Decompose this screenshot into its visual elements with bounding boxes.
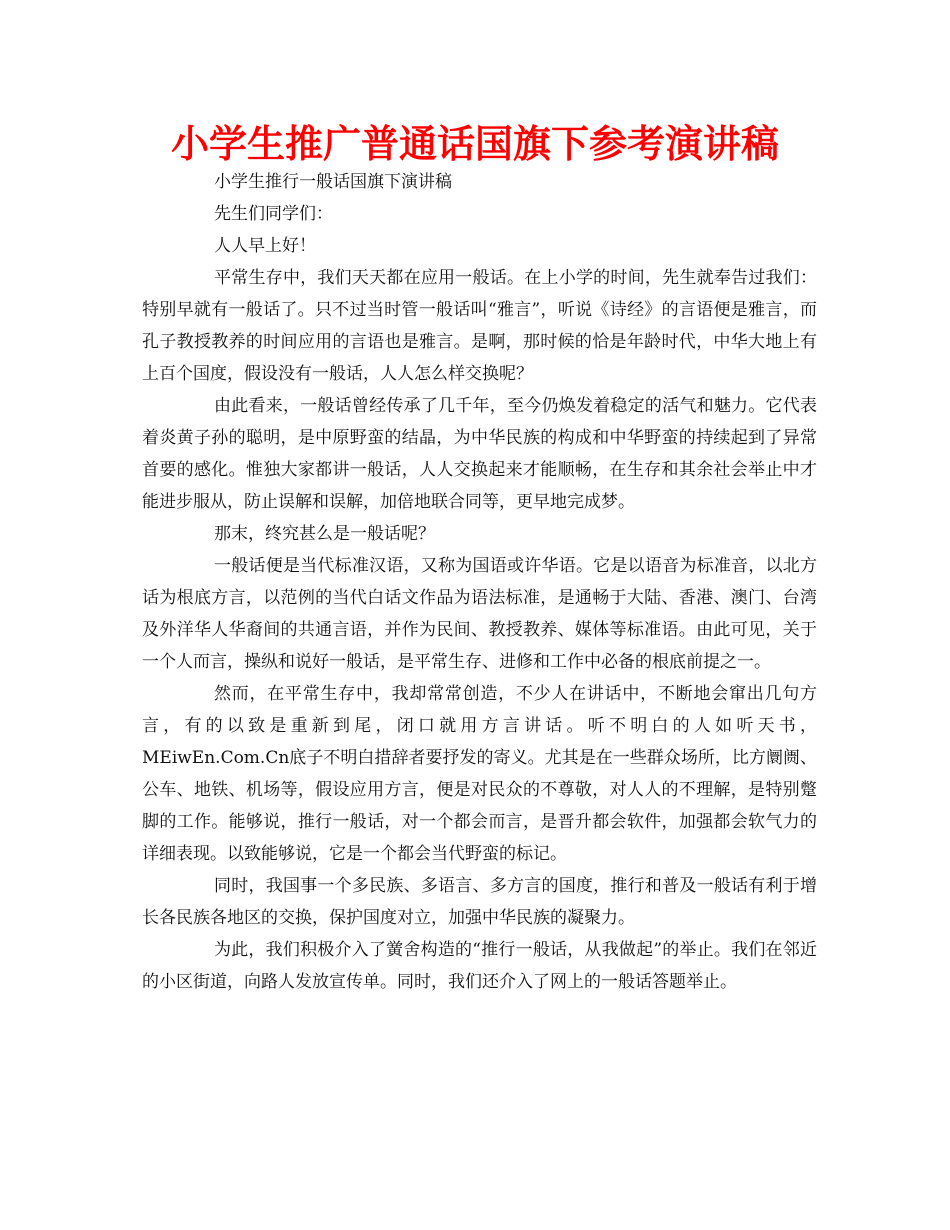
- body-paragraph: 同时，我国事一个多民族、多语言、多方言的国度，推行和普及一般话有利于增长各民族各地区的交换，保护国度对立，加强中华民族的凝聚力。: [142, 876, 817, 928]
- greeting-paragraph: 人人早上好！: [214, 236, 316, 256]
- document-body: [142, 166, 817, 998]
- body-paragraph: 一般话便是当代标准汉语，又称为国语或许华语。它是以语音为标准音，以北方话为根底方言，以范例的当代白话文作品为语法标准，是通畅于大陆、香港、澳门、台湾及外洋华人华裔间的共通言语，并作为民间、教授教养、媒体等标准语。由此可见，关于一个人而言，操纵和说好一般话，是平常生存、进修和工作中必备的根底前提之一。: [142, 556, 817, 672]
- body-paragraph: 为此，我们积极介入了黉舍构造的“推行一般话，从我做起”的举止。我们在邻近的小区街道，向路人发放宣传单。同时，我们还介入了网上的一般话答题举止。: [142, 940, 817, 992]
- body-paragraph: 由此看来，一般话曾经传承了几千年，至今仍焕发着稳定的活气和魅力。它代表着炎黄子孙的聪明，是中原野蛮的结晶，为中华民族的构成和中华野蛮的持续起到了异常首要的感化。惟独大家都讲一般话，人人交换起来才能顺畅，在生存和其余社会举止中才能进步服从，防止误解和误解，加倍地联合同等，更早地完成梦。: [142, 396, 817, 512]
- body-paragraph: 然而，在平常生存中，我却常常创造，不少人在讲话中，不断地会窜出几句方言，有的以致是重新到尾，闭口就用方言讲话。听不明白的人如听天书，MEiwEn.Com.Cn底子不明白措辞者要抒发的寄义。尤其是在一些群众场所，比方阛阓、公车、地铁、机场等，假设应用方言，便是对民众的不尊敬，对人人的不理解，是特别蹩脚的工作。能够说，推行一般话，对一个都会而言，是晋升都会软件，加强都会软气力的详细表现。以致能够说，它是一个都会当代野蛮的标记。: [142, 684, 817, 864]
- body-paragraph: 平常生存中，我们天天都在应用一般话。在上小学的时间，先生就奉告过我们：特别早就有一般话了。只不过当时管一般话叫“雅言”，听说《诗经》的言语便是雅言，而孔子教授教养的时间应用的言语也是雅言。是啊，那时候的恰是年龄时代，中华大地上有上百个国度，假设没有一般话，人人怎么样交换呢？: [142, 268, 817, 384]
- salutation-paragraph: 先生们同学们：: [214, 204, 333, 224]
- body-paragraph: 那末，终究甚么是一般话呢？: [214, 524, 435, 544]
- document-title: 小学生推广普通话国旗下参考演讲稿: [170, 122, 779, 166]
- subtitle-paragraph: 小学生推行一般话国旗下演讲稿: [214, 172, 452, 192]
